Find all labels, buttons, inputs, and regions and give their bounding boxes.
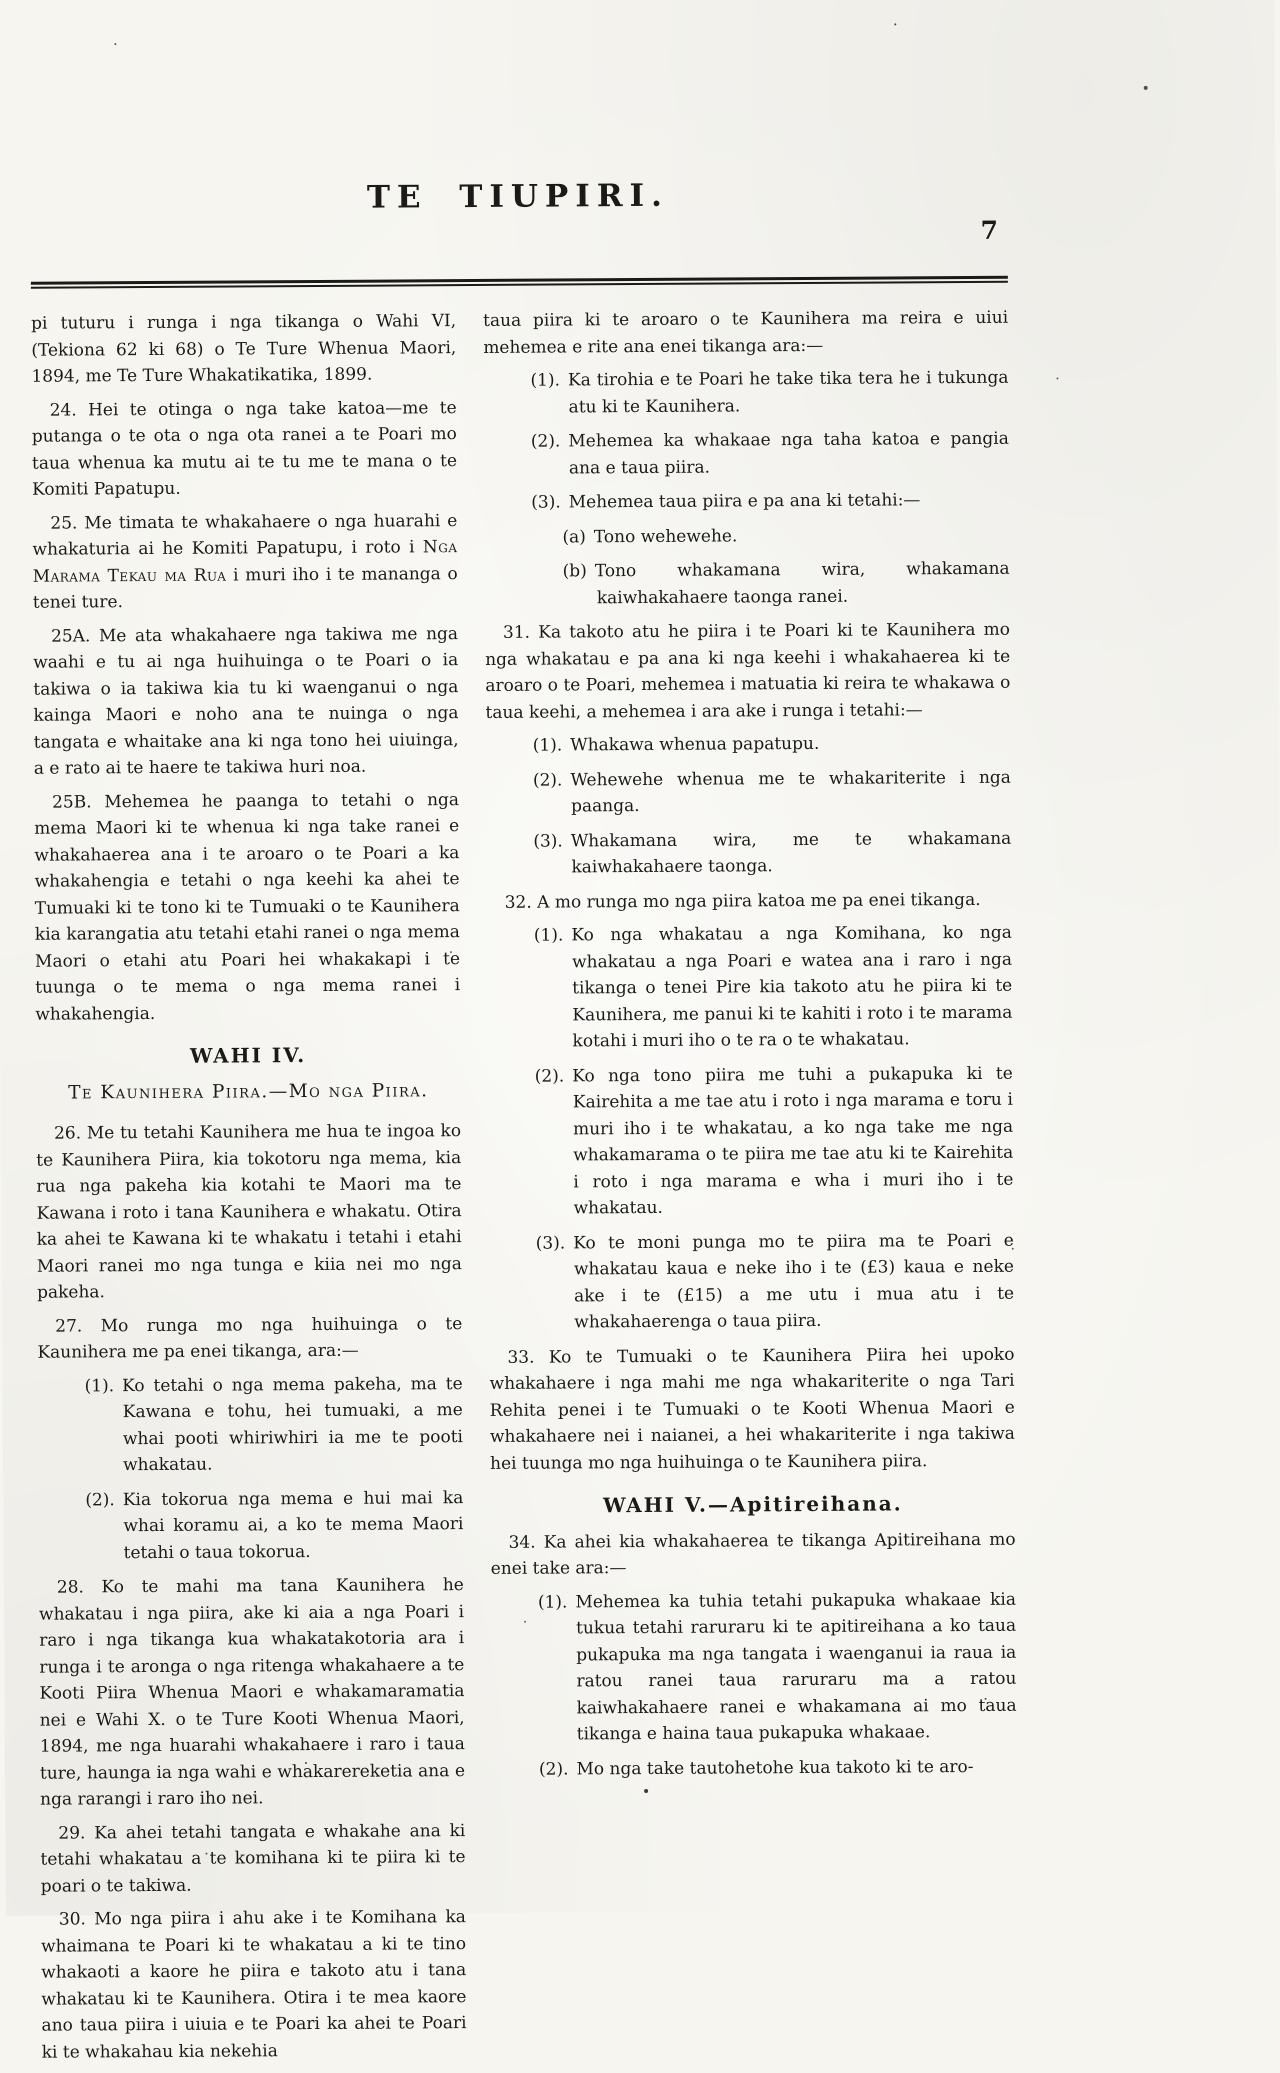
section-heading-wahi-v: WAHI V.—Apitireihana. bbox=[602, 1491, 903, 1518]
clause-text: Ko tetahi o nga mema pakeha, ma te Kawana e tohu, hei tumuaki, a me whai pooti whiriwhiri ia me te pooti whakatau. bbox=[122, 1373, 463, 1476]
clause-number: (2). bbox=[85, 1489, 115, 1510]
clause-31-3 bbox=[486, 825, 1011, 881]
paragraph-25 bbox=[32, 508, 458, 617]
clause-31-2 bbox=[486, 764, 1011, 820]
clause-number: (a) bbox=[562, 526, 586, 547]
clause-30-3a bbox=[484, 521, 1009, 551]
left-column bbox=[31, 308, 467, 2073]
clause-text: Ka tirohia e te Poari he take tika tera he i tukunga atu ki te Kaunihera. bbox=[567, 367, 1009, 417]
clause-27-1 bbox=[38, 1371, 464, 1480]
clause-32-3 bbox=[489, 1227, 1015, 1336]
paragraph-33: 33. Ko te Tumuaki o te Kaunihera Piira hei upoko whakahaere i nga mahi me nga whakariterite o nga Tari Rehita penei i te Tumuaki o te Kooti Whenua Maori e whakahaere nei i naianei, a hei whakariterite i nga takiwa hei tuunga mo nga huihuinga o te Kaunihera piira. bbox=[489, 1344, 1015, 1474]
paragraph-25b: 25B. Mehemea he paanga to tetahi o nga mema Maori ki te whenua ki nga take ranei e whakahaerea ana i te aroaro o te Poari a ka whakahengia e tetahi o nga keehi ka ahei te Tumuaki ki te tono ki te Tumuaki o te Kaunihera kia karangatia atu tetahi etahi ranei o nga mema Maori o etahi atu Poari hei whakakapi i te tuunga o te mema o nga mema ranei i whakahengia. bbox=[34, 789, 461, 1025]
paragraph-continuation: pi tuturu i runga i nga tikanga o Wahi VI, (Tekiona 62 ki 68) o Te Ture Whenua Maori, 1894, me Te Ture Whakatikatika, 1899. bbox=[31, 311, 457, 387]
paragraph-28: 28. Ko te mahi ma tana Kaunihera he whakatau i nga piira, ake ki aia a nga Poari i raro i nga tikanga kua whakatakotoria ara i runga i te aronga o nga ritenga whakahaere a te Kooti Piira Whenua Maori e whakamaramatia nei e Wahi X. o te Ture Kooti Whenua Maori, 1894, me nga huarahi whakahaere i raro i taua ture, haunga ia nga wahi e whakarereketia ana e nga rarangi i raro iho nei. bbox=[38, 1575, 466, 1810]
clause-32-2 bbox=[488, 1060, 1014, 1222]
clause-number: (3). bbox=[535, 1232, 566, 1254]
paragraph-26: 26. Me tu tetahi Kaunihera me hua te ingoa ko te Kaunihera Piira, kia tokotoru nga mema, kia rua nga pakeha kia kotahi te Maori ma te Kawana i roto i tana Kaunihera e whakatu. Otira ka ahei te Kawana ki te whakatu i tetahi i etahi Maori ranei mo nga tunga e kiia nei mo nga pakeha. bbox=[36, 1121, 462, 1303]
clause-30-2 bbox=[484, 426, 1009, 482]
clause-number: (b) bbox=[562, 561, 587, 582]
clause-number: (1). bbox=[537, 1591, 568, 1613]
paragraph-24: 24. Hei te otinga o nga take katoa—me te putanga o te ota o nga ota ranei a te Poari mo taua whenua ka mutu ai te tu me te mana o te Komiti Papatupu. bbox=[31, 397, 458, 500]
right-column bbox=[483, 305, 1019, 2070]
section-heading-wahi-iv: WAHI IV. bbox=[189, 1043, 307, 1068]
clause-number: (1). bbox=[84, 1375, 115, 1396]
paragraph-30: 30. Mo nga piira i ahu ake i te Komihana ka whaimana te Poari ki te whakatau a ki te tino whakaoti a kaore he piira e takoto atu i tana whakatau ki te Kaunihera. Otira i te mea kaore ano taua piira i uiuia e te Poari ka ahei te Poari ki te whakahau kia nekehia bbox=[40, 1907, 467, 2063]
clause-32-1 bbox=[487, 920, 1013, 1056]
clause-text: Ko nga tono piira me tuhi a pukapuka ki te Kairehita a me tae atu i roto i nga marama e toru i muri iho i te whakatau, a ko nga take me nga whakamarama o te piira me tae atu ki te Kairehita i roto i nga marama e wha i muri iho i te whakatau. bbox=[572, 1063, 1014, 1219]
clause-number: (2). bbox=[532, 769, 563, 791]
clause-text: Whakamana wira, me te whakamana kaiwhakahaere taonga. bbox=[570, 828, 1012, 878]
clause-text: Mo nga take tautohetohe kua takoto ki te aro- bbox=[576, 1756, 974, 1779]
clause-text: Mehemea taua piira e pa ana ki tetahi:— bbox=[568, 490, 921, 513]
clause-text: Tono whakamana wira, whakamana kaiwhakahaere taonga ranei. bbox=[594, 558, 1010, 608]
paragraph-34: 34. Ka ahei kia whakahaerea te tikanga Apitireihana mo enei take ara:— bbox=[490, 1529, 1016, 1579]
clause-text: Tono wehewehe. bbox=[593, 525, 738, 547]
clause-30-1 bbox=[483, 365, 1008, 421]
paragraph-25a: 25A. Me ata whakahaere nga takiwa me nga waahi e tu ai nga huihuinga o te Poari o ia takiwa o ia takiwa kia tu ki waenganui o nga kainga Maori e noho ana te nuinga o nga tangata e whaitake ana ki nga tono hei uiuinga, a e rato ai te haere te takiwa huri noa. bbox=[33, 623, 459, 779]
clause-27-2 bbox=[38, 1485, 463, 1567]
clause-text: Mehemea ka tuhia tetahi pukapuka whakaae kia tukua tetahi raruraru ki te apitireihana a ko taua pukapuka ma nga tangata i waenganui ia raua ia ratou ranei taua raruraru ma a ratou kaiwhakahaere ranei e whakamana ai mo taua tikanga e haina taua pukapuka whakaae. bbox=[575, 1589, 1017, 1745]
paragraph-25-smallcaps: Nga Marama Tekau ma Rua bbox=[32, 537, 458, 587]
clause-number: (1). bbox=[530, 370, 561, 391]
text-columns bbox=[31, 305, 1019, 2073]
clause-text: Ko te moni punga mo te piira ma te Poari e whakatau kaua e neke iho i te (£3) kaua e neke ake i te (£15) a me utu i mua atu i te whakahaerenga o taua piira. bbox=[573, 1230, 1015, 1333]
clause-number: (2). bbox=[534, 1065, 565, 1087]
clause-text: Wehewehe whenua me te whakariterite i nga paanga. bbox=[570, 767, 1011, 817]
clause-34-1 bbox=[491, 1586, 1017, 1748]
paragraph-30-continuation: taua piira ki te aroaro o te Kaunihera ma reira e uiui mehemea e rite ana enei tikanga ara:— bbox=[483, 307, 1009, 358]
masthead-row bbox=[0, 174, 1276, 268]
clause-text: Ko nga whakatau a nga Komihana, ko nga whakatau a nga Poari e watea ana i raro i nga tikanga o tenei Pire kia takoto atu he piira ki te Kaunihera, me panui ki te kahiti i roto i te marama kotahi i muri iho o te ra o te whakatau. bbox=[571, 922, 1013, 1052]
clause-30-3b bbox=[485, 556, 1010, 612]
clause-number: (3). bbox=[533, 830, 563, 852]
clause-number: (2). bbox=[538, 1758, 569, 1780]
section-subheading-kaunihera-piira: Te Kaunihera Piira.—Mo nga Piira. bbox=[68, 1079, 429, 1103]
clause-30-3 bbox=[484, 487, 1009, 517]
clause-31-1 bbox=[486, 730, 1011, 760]
paragraph-27: 27. Mo runga mo nga huihuinga o te Kaunihera me pa enei tikanga, ara:— bbox=[37, 1313, 463, 1363]
paragraph-29: 29. Ka ahei tetahi tangata e whakahe ana ki tetahi whakatau a te komihana ki te piira ki te poari o te takiwa. bbox=[40, 1820, 466, 1897]
header-rule bbox=[31, 276, 1008, 289]
clause-text: Whakawa whenua papatupu. bbox=[570, 733, 820, 756]
clause-number: (2). bbox=[530, 431, 561, 452]
clause-text: Mehemea ka whakaae nga taha katoa e pangia ana e taua piira. bbox=[568, 428, 1009, 478]
masthead-title: TE TIUPIRI. bbox=[366, 177, 669, 216]
paragraph-32: 32. A mo runga mo nga piira katoa me pa enei tikanga. bbox=[504, 889, 981, 913]
page-number: 7 bbox=[980, 215, 999, 245]
clause-number: (3). bbox=[531, 492, 561, 513]
clause-number: (1). bbox=[533, 925, 564, 946]
paragraph-25-post: i muri iho i te mananga o tenei ture. bbox=[32, 563, 458, 613]
clause-number: (1). bbox=[532, 735, 563, 756]
paragraph-25-pre: 25. Me timata te whakahaere o nga huarahi e whakaturia ai he Komiti Papatupu, i roto i bbox=[32, 510, 458, 560]
paragraph-31: 31. Ka takoto atu he piira i te Poari ki te Kaunihera mo nga whakatau e pa ana ki nga keehi i whakahaerea ki te aroaro o te Poari, mehemea i matuatia ki reira te whakawa o taua keehi, a mehemea i ara ake i runga i tetahi:— bbox=[485, 619, 1011, 723]
clause-34-2 bbox=[492, 1753, 1017, 1783]
clause-text: Kia tokorua nga mema e hui mai ka whai koramu ai, a ko te mema Maori tetahi o taua tokorua. bbox=[122, 1487, 464, 1563]
